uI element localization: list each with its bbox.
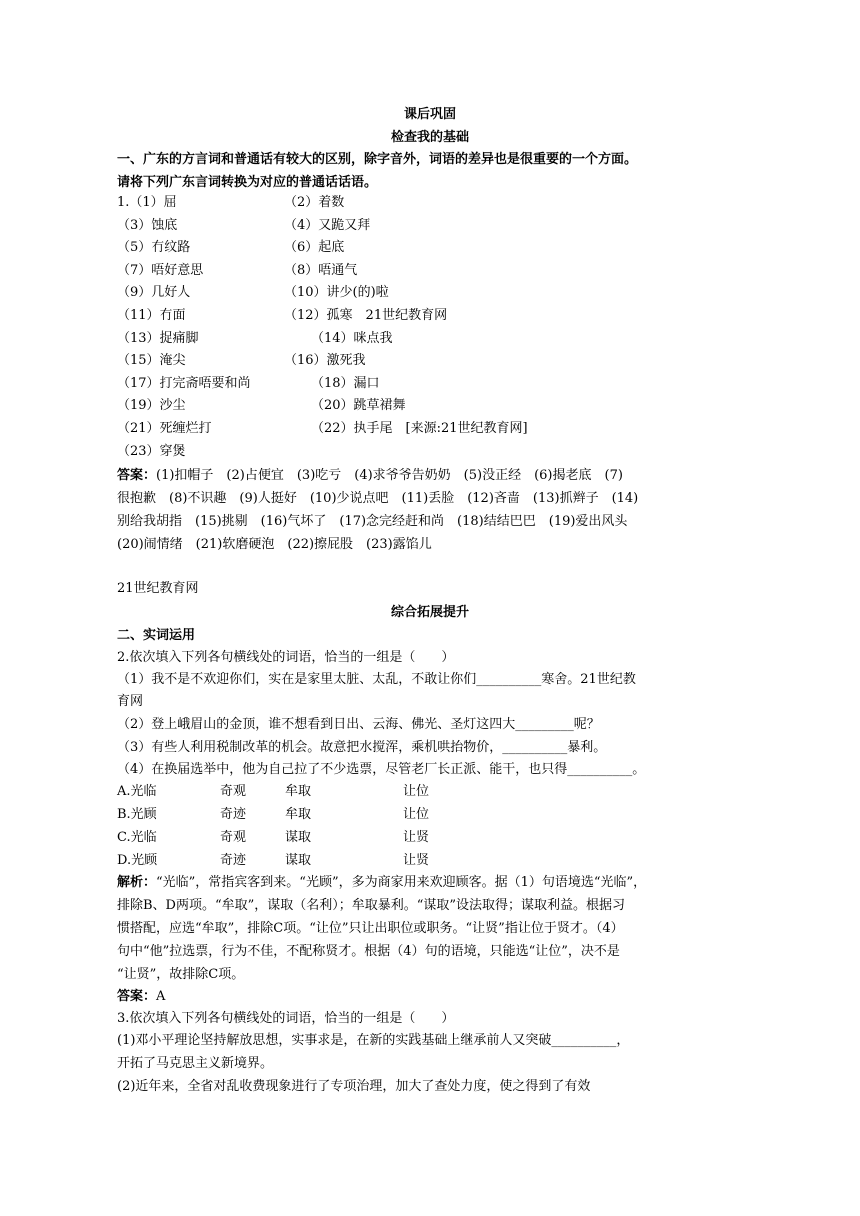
list-item — [117, 330, 717, 353]
list-item — [117, 194, 717, 217]
q1-item: （9）几好人 — [117, 285, 191, 301]
q1-item: （8）唔通气 — [284, 262, 358, 278]
option-cell: 让贤 — [403, 853, 430, 868]
section-title-extension: 综合拓展提升 — [390, 605, 469, 620]
list-item — [117, 307, 717, 330]
option-cell: A.光临 — [117, 784, 157, 799]
option-cell: 谋取 — [285, 830, 312, 845]
option-cell: 让位 — [403, 807, 430, 822]
list-item — [117, 217, 717, 240]
list-item — [117, 375, 717, 398]
q1-item: （18）漏口 — [311, 375, 380, 391]
q2-answer — [117, 988, 165, 1006]
option-row — [117, 829, 617, 852]
watermark-line: 21世纪教育网 — [117, 581, 199, 596]
list-item — [117, 352, 717, 375]
q1-item: （2）着数 — [284, 195, 345, 210]
q1-item: （19）沙尘 — [117, 398, 186, 414]
option-cell: 奇迹 — [220, 807, 247, 822]
option-cell: 牟取 — [285, 784, 312, 799]
q1-instruction-line2: 请将下列广东言词转换为对应的普通话话语。 — [117, 175, 378, 190]
option-cell: B.光顾 — [117, 807, 157, 822]
q1-item: （23）穿煲 — [117, 443, 186, 459]
analysis-text: “光临”，常指宾客到来。“光顾”，多为商家用来欢迎顾客。据（1）句语境选“光临”， — [156, 875, 647, 890]
q2-sentence4: （4）在换届选举中，他为自己拉了不少选票，尽管老厂长正派、能干，也只得__________。 — [117, 762, 646, 777]
q2-analysis-line3: 惯搭配，应选“牟取”，排除C项。“让位”只让出职位或职务。“让贤”指让位于贤才。（4） — [117, 921, 624, 936]
q2-sentence1-line1: （1）我不是不欢迎你们，实在是家里太脏、太乱，不敢让你们__________寒舍。21世纪教 — [117, 672, 636, 687]
answer-label: 答案： — [117, 468, 157, 483]
list-item — [117, 284, 717, 307]
q1-item: （17）打完斋唔要和尚 — [117, 375, 251, 391]
q1-item: （12）孤寒 21世纪教育网 — [284, 307, 448, 323]
option-row — [117, 806, 617, 829]
option-cell: D.光顾 — [117, 853, 158, 868]
option-cell: 让位 — [403, 784, 430, 799]
q1-answer-line1 — [117, 467, 623, 485]
list-item — [117, 443, 717, 466]
q2-analysis-line4: 句中“他”拉选票，行为不佳，不配称贤才。根据（4）句的语境，只能选“让位”，决不是 — [117, 944, 620, 959]
q1-item: （10）讲少(的)啦 — [284, 285, 389, 301]
q1-item-grid — [117, 194, 717, 465]
q1-item: （22）执手尾 [来源:21世纪教育网] — [311, 420, 528, 436]
q2-options — [117, 783, 617, 875]
q3-sentence1-line2: 开拓了马克思主义新境界。 — [117, 1056, 274, 1071]
section-title-basics: 检查我的基础 — [390, 130, 469, 145]
option-cell: 奇观 — [220, 784, 247, 799]
option-cell: 让贤 — [403, 830, 430, 845]
q1-answer-line4: (20)闹情绪 (21)软磨硬泡 (22)擦屁股 (23)露馅儿 — [117, 537, 432, 552]
option-cell: 奇迹 — [220, 853, 247, 868]
q2-analysis-line1 — [117, 874, 646, 892]
q1-answer-line2: 很抱歉 (8)不识趣 (9)人挺好 (10)少说点吧 (11)丢脸 (12)吝啬 (13)抓辫子 (14) — [117, 491, 639, 506]
q1-item: （21）死缠烂打 — [117, 420, 212, 436]
q2-stem: 2.依次填入下列各句横线处的词语，恰当的一组是（ ） — [117, 650, 455, 665]
option-cell: 奇观 — [220, 830, 247, 845]
option-cell: C.光临 — [117, 830, 157, 845]
q3-stem: 3.依次填入下列各句横线处的词语，恰当的一组是（ ） — [117, 1011, 455, 1026]
q1-item: （11）冇面 — [117, 307, 186, 323]
option-cell: 谋取 — [285, 853, 312, 868]
q1-item: （3）蚀底 — [117, 217, 178, 233]
q2-analysis-line5: “让贤”，故排除C项。 — [117, 967, 245, 982]
list-item — [117, 420, 717, 443]
list-item — [117, 239, 717, 262]
part2-heading: 二、实词运用 — [117, 628, 196, 643]
option-row — [117, 783, 617, 806]
q1-item: （7）唔好意思 — [117, 262, 204, 278]
q1-item: （13）捉痛脚 — [117, 330, 199, 346]
q1-item: （4）又跪又拜 — [284, 217, 371, 233]
option-row — [117, 852, 617, 875]
list-item — [117, 397, 717, 420]
page-title: 课后巩固 — [403, 107, 456, 122]
q1-item: （20）跳草裙舞 — [311, 398, 406, 414]
q1-answer-line3: 别给我胡指 (15)挑剔 (16)气坏了 (17)念完经赶和尚 (18)结结巴巴 (19)爱出风头 — [117, 514, 628, 529]
answer-text: (1)扣帽子 (2)占便宜 (3)吃亏 (4)求爷爷告奶奶 (5)没正经 (6)揭老底 (7) — [156, 468, 623, 483]
answer-label: 答案： — [117, 989, 157, 1004]
q1-item: （6）起底 — [284, 240, 345, 256]
q2-sentence1-line2: 育网 — [117, 694, 144, 709]
q1-item: （15）淹尖 — [117, 353, 186, 369]
q2-sentence2: （2）登上峨眉山的金顶，谁不想看到日出、云海、佛光、圣灯这四大_________呢？ — [117, 717, 600, 732]
q3-sentence1-line1: (1)邓小平理论坚持解放思想，实事求是，在新的实践基础上继承前人又突破__________， — [117, 1033, 630, 1048]
q1-item: 1.（1）屈 — [117, 195, 177, 210]
q2-analysis-line2: 排除B、D两项。“牟取”，谋取（名利）；牟取暴利。“谋取”设法取得；谋取利益。根据习 — [117, 898, 626, 913]
q1-instruction-line1: 一、广东的方言词和普通话有较大的区别，除字音外，词语的差异也是很重要的一个方面。 — [117, 152, 638, 167]
option-cell: 牟取 — [285, 807, 312, 822]
q1-item: （14）咪点我 — [311, 330, 393, 346]
answer-text: A — [156, 989, 166, 1004]
list-item — [117, 262, 717, 285]
q2-sentence3: （3）有些人利用税制改革的机会。故意把水搅浑，乘机哄抬物价，__________暴利。 — [117, 740, 607, 755]
q3-sentence2-line1: (2)近年来，全省对乱收费现象进行了专项治理，加大了查处力度，使之得到了有效 — [117, 1079, 591, 1094]
q1-item: （16）激死我 — [284, 353, 366, 369]
analysis-label: 解析： — [117, 875, 157, 890]
q1-item: （5）冇纹路 — [117, 240, 191, 256]
